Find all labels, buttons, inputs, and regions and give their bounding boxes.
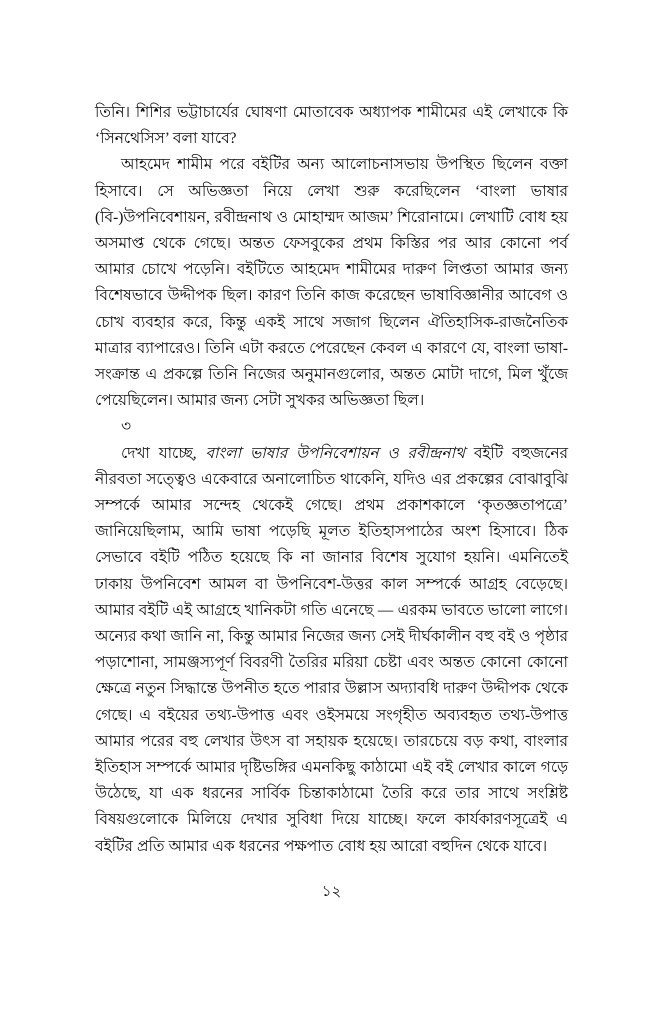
paragraph-rest-text: বইটি বহুজনের নীরবতা সত্ত্বেও একেবারে অনালোচিত থাকেনি, যদিও এর প্রকল্পের বোঝাবুঝি সম্পর্কে আমার সন্দেহ থেকেই গেছে। প্রথম প্রকাশকালে ‘কৃতজ্ঞতাপত্রে’ জানিয়েছিলাম, আমি ভাষা পড়েছি মূলত ইতিহাসপাঠের অংশ হিসাবে। ঠিক সেভাবে বইটি পঠিত হয়েছে কি না জানার বিশেষ সুযোগ হয়নি। এমনিতেই ঢাকায় উপনিবেশ আমল বা উপনিবেশ-উত্তর কাল সম্পর্কে আগ্রহ বেড়েছে। আমার বইটি এই আগ্রহে খানিকটা গতি এনেছে — এরকম ভাবতে ভালো লাগে। অন্যের কথা জানি না, কিন্তু আমার নিজের জন্য সেই দীর্ঘকালীন বহু বই ও পৃষ্ঠার পড়াশোনা, সামঞ্জস্যপূর্ণ বিবরণী তৈরির মরিয়া চেষ্টা এবং অন্তত কোনো কোনো ক্ষেত্রে নতুন সিদ্ধান্তে উপনীত হতে পারার উল্লাস অদ্যাবধি দারুণ উদ্দীপক থেকে গেছে। এ বইয়ের তথ্য-উপাত্ত এবং ওইসময়ে সংগৃহীত অব্যবহৃত তথ্য-উপাত্ত আমার পরের বহু লেখার উৎস বা সহায়ক হয়েছে। তারচেয়ে বড় কথা, বাংলার ইতিহাস সম্পর্কে আমার দৃষ্টিভঙ্গির এমনকিছু কাঠামো এই বই লেখার কালে গড়ে উঠেছে, যা এক ধরনের সার্বিক চিন্তাকাঠামো তৈরি করে তার সাথে সংশ্লিষ্ট বিষয়গুলোকে মিলিয়ে দেখার সুবিধা দিয়ে যাচ্ছে। ফলে কার্যকারণসূত্রেই এ বইটির প্রতি আমার এক ধরনের পক্ষপাত বোধ হয় আরো বহুদিন থেকে যাবে। xyxy=(95,444,568,855)
page-text-block xyxy=(95,100,568,860)
paragraph-ahmed-shamim: আহমেদ শামীম পরে বইটির অন্য আলোচনাসভায় উপস্থিত ছিলেন বক্তা হিসাবে। সে অভিজ্ঞতা নিয়ে লেখা শুরু করেছিলেন ‘বাংলা ভাষার (বি-)উপনিবেশায়ন, রবীন্দ্রনাথ ও মোহাম্মদ আজম’ শিরোনামে। লেখাটি বোধ হয় অসমাপ্ত থেকে গেছে। অন্তত ফেসবুকের প্রথম কিস্তির পর আর কোনো পর্ব আমার চোখে পড়েনি। বইটিতে আহমেদ শামীমের দারুণ লিপ্ততা আমার জন্য বিশেষভাবে উদ্দীপক ছিল। কারণ তিনি কাজ করেছেন ভাষাবিজ্ঞানীর আবেগ ও চোখ ব্যবহার করে, কিন্তু একই সাথে সজাগ ছিলেন ঐতিহাসিক-রাজনৈতিক মাত্রার ব্যাপারেও। তিনি এটা করতে পেরেছেন কেবল এ কারণে যে, বাংলা ভাষা-সংক্রান্ত এ প্রকল্পে তিনি নিজের অনুমানগুলোর, অন্তত মোটা দাগে, মিল খুঁজে পেয়েছিলেন। আমার জন্য সেটা সুখকর অভিজ্ঞতা ছিল। xyxy=(95,156,568,410)
book-title-italic: বাংলা ভাষার উপনিবেশায়ন ও রবীন্দ্রনাথ xyxy=(205,444,466,462)
paragraph-continuation: তিনি। শিশির ভট্টাচার্যের ঘোষণা মোতাবেক অধ্যাপক শামীমের এই লেখাকে কি ‘সিনথেসিস’ বলা যাবে? xyxy=(95,104,568,148)
paragraph-lead-text: দেখা যাচ্ছে, xyxy=(121,444,206,462)
section-number-marker: ৩ xyxy=(121,418,132,436)
page-number: ১২ xyxy=(321,884,342,900)
paragraph-section-3 xyxy=(95,441,568,860)
